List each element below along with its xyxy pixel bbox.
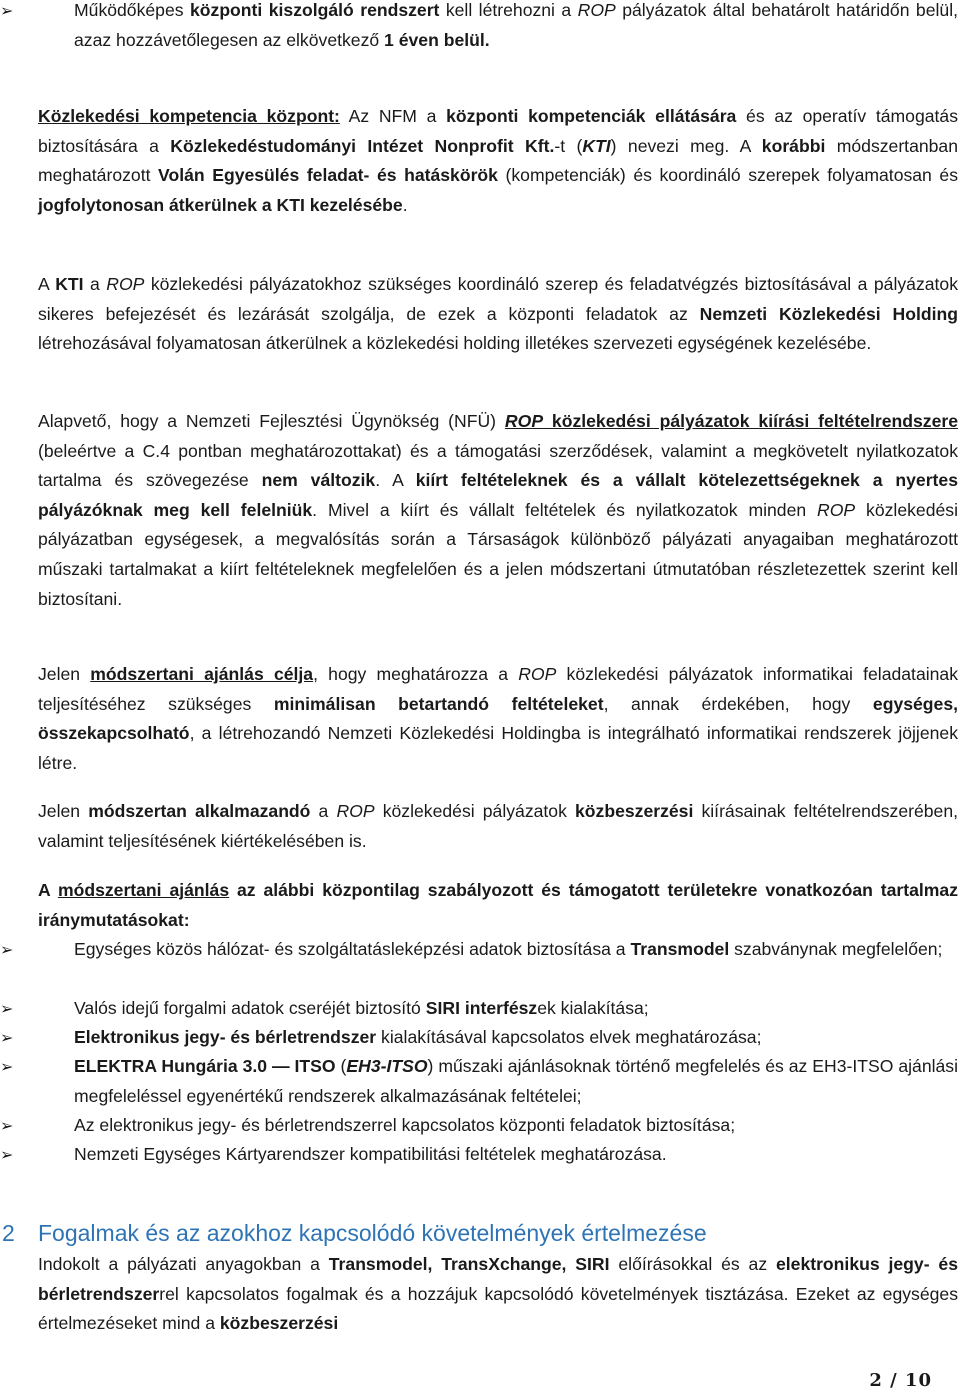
text-run: (beleértve a C.4 pontban meghatározottakat) és a támogatási szerződések, valamint a megkövetelt nyilatkozatok tartalma és szövegezése — [38, 440, 958, 491]
text-run: Elektronikus jegy- és bérletrendszer — [74, 1027, 377, 1047]
bullet-arrow-icon: ➢ — [0, 1145, 14, 1164]
text-run: ROP — [577, 0, 616, 20]
text-run: korábbi — [761, 135, 826, 156]
paragraph — [38, 102, 958, 220]
section-heading — [2, 1218, 958, 1248]
text-run: kiírt feltételeknek és a vállalt kötelezettségeknek a nyertes pályázóknak meg kell felelniük — [38, 470, 958, 520]
text-run: központi kompetenciák ellátására — [446, 106, 737, 126]
bullet-arrow-icon: ➢ — [0, 999, 14, 1018]
text-run: ROP — [518, 664, 557, 684]
text-run: létrehozásával folyamatosan átkerülnek a közlekedési holding illetékes szervezeti egységének kezelésébe. — [38, 333, 872, 354]
text-run: és az operatív támogatás biztosítására a — [38, 106, 958, 156]
text-run: , hogy meghatározza a — [313, 664, 519, 684]
paragraph — [38, 797, 958, 856]
text-run: Transmodel, TransXchange, SIRI — [328, 1254, 610, 1274]
bullet-arrow-icon: ➢ — [0, 1116, 14, 1135]
text-run: (kompetenciák) és koordináló szerepek folyamatosan és — [497, 165, 958, 186]
text-run: közbeszerzési — [575, 801, 694, 821]
paragraph — [38, 407, 958, 614]
text-run: kialakításával kapcsolatos elvek meghatározása; — [376, 1027, 762, 1047]
bullet-item — [0, 1140, 958, 1170]
text-run: ) műszaki ajánlásoknak történő megfelelés és az EH3-ITSO ajánlási megfeleléssel egyenértékű rendszerek alkalmazásának feltételei; — [74, 1056, 959, 1106]
text-run: módszertani ajánlás célja — [90, 664, 314, 684]
bullet-item — [0, 994, 958, 1024]
text-run: KTI — [55, 274, 84, 294]
text-run: egységes, összekapcsolható — [38, 693, 958, 744]
bullet-arrow-icon: ➢ — [0, 1057, 14, 1076]
text-run: 1 éven belül. — [384, 29, 490, 50]
text-run: kell létrehozni a — [439, 0, 578, 20]
text-run: ROP — [336, 801, 375, 821]
bullet-item — [0, 1052, 958, 1111]
text-run: Alapvető, hogy a Nemzeti Fejlesztési Ügynökség (NFÜ) — [38, 411, 505, 431]
bullet-item — [0, 0, 958, 55]
text-run: jogfolytonosan átkerülnek a KTI kezelésébe — [38, 194, 403, 215]
bullet-item — [0, 935, 958, 965]
text-run: ELEKTRA Hungária 3.0 — ITSO — [74, 1056, 336, 1076]
text-run: módszertani ajánlás — [57, 880, 230, 900]
text-run: . — [402, 194, 408, 215]
text-run: Az elektronikus jegy- és bérletrendszerrel kapcsolatos központi feladatok biztosítása; — [74, 1115, 736, 1135]
paragraph — [38, 270, 958, 359]
text-run: előírásokkal és az — [609, 1254, 776, 1274]
text-run: , a létrehozandó Nemzeti Közlekedési Holdingba is integrálható informatikai rendszerek jöjjenek létre. — [38, 723, 958, 773]
text-run: SIRI interfész — [425, 998, 538, 1018]
text-run: ) nevezi meg. — [610, 135, 740, 156]
text-run: ROP — [817, 499, 856, 520]
section-number: 2 — [2, 1220, 15, 1246]
bullet-item — [0, 1023, 958, 1053]
text-run: , annak érdekében, hogy — [603, 693, 873, 714]
text-run: A — [38, 880, 58, 900]
text-run: kiírásainak feltételrendszerében, valamint teljesítésének kiértékelésében is. — [38, 801, 959, 851]
text-run: Közlekedéstudományi Intézet Nonprofit Kft. — [170, 135, 555, 156]
text-run: A — [739, 135, 762, 156]
text-run: módszertanban meghatározott — [38, 135, 958, 186]
text-run: szabványnak megfelelően; — [729, 939, 943, 959]
text-run: Nemzeti Közlekedési Holding — [699, 303, 959, 324]
text-run: Mivel a kiírt és vállalt feltételek és nyilatkozatok minden — [327, 499, 818, 520]
text-run: a — [83, 274, 107, 294]
text-run: ( — [335, 1056, 347, 1076]
text-run: ROP — [504, 411, 544, 431]
text-run: Transmodel — [630, 939, 730, 959]
text-run: Volán Egyesülés feladat- és hatáskörök — [158, 165, 498, 186]
text-run: Jelen — [38, 801, 89, 821]
bullet-arrow-icon: ➢ — [0, 940, 14, 959]
text-run: elektronikus jegy- és bérletrendszer — [38, 1254, 958, 1304]
text-run: -t ( — [554, 135, 583, 156]
text-run: ek kialakítása; — [537, 998, 649, 1018]
text-run: közbeszerzési — [219, 1313, 339, 1334]
text-run: központi kiszolgáló rendszert — [189, 0, 440, 20]
text-run: EH3-ITSO — [346, 1056, 428, 1076]
page-number: 2 / 10 — [869, 1370, 932, 1391]
bullet-arrow-icon: ➢ — [0, 1028, 14, 1047]
text-run: ROP — [106, 274, 145, 294]
text-run: közlekedési pályázatok informatikai feladatainak teljesítéséhez szükséges — [38, 664, 959, 714]
text-run: nem változik — [261, 470, 376, 491]
text-run: minimálisan betartandó feltételeket — [273, 693, 604, 714]
text-run: közlekedési pályázatok — [374, 801, 576, 821]
text-run: . A — [375, 470, 416, 491]
text-run: rel kapcsolatos fogalmak és a hozzájuk kapcsolódó követelmények tisztázása. Ezeket az egységes értelmezéseket mind a — [38, 1283, 958, 1334]
text-run: Nemzeti Egységes Kártyarendszer kompatibilitási feltételek meghatározása. — [74, 1144, 667, 1164]
text-run: Közlekedési kompetencia központ: — [38, 106, 340, 126]
paragraph — [38, 876, 958, 935]
text-run: Valós idejű forgalmi adatok cseréjét biztosító — [74, 998, 426, 1018]
text-run: . — [312, 499, 328, 520]
text-run: KTI — [582, 135, 611, 156]
paragraph — [38, 1250, 958, 1339]
section-title: Fogalmak és az azokhoz kapcsolódó követelmények értelmezése — [38, 1220, 707, 1246]
bullet-arrow-icon: ➢ — [0, 1, 14, 20]
text-run: közlekedési pályázatok kiírási feltételrendszere — [543, 411, 958, 431]
text-run: pályázatok által behatárolt határidőn belül, azaz hozzávetőlegesen az elkövetkező — [74, 0, 958, 50]
text-run: az alábbi központilag szabályozott és támogatott területekre vonatkozóan tartalmaz iránymutatásokat: — [38, 880, 958, 930]
text-run: Az NFM a — [339, 106, 447, 126]
text-run: Indokolt a pályázati anyagokban a — [38, 1254, 329, 1274]
text-run: módszertan alkalmazandó — [88, 801, 311, 821]
text-run: közlekedési pályázatban egységesek, a megvalósítás során a Társaságok különböző pályázati anyagaiban meghatározott műszaki tartalmakat a kiírt feltételeknek megfelelően és a jelen módszertani útmutatóban részletezettek szerint kell biztosítani. — [38, 499, 958, 609]
text-run: A — [38, 274, 56, 294]
text-run: Működőképes — [74, 0, 190, 20]
text-run: Jelen — [38, 664, 91, 684]
paragraph — [38, 660, 958, 778]
text-run: a — [310, 801, 337, 821]
bullet-item — [0, 1111, 958, 1141]
text-run: közlekedési pályázatokhoz szükséges koordináló szerep és feladatvégzés biztosításával a pályázatok sikeres befejezését és lezárását szolgálja, de ezek a központi feladatok az — [38, 274, 959, 324]
text-run: Egységes közös hálózat- és szolgáltatásleképzési adatok biztosítása a — [74, 939, 631, 959]
